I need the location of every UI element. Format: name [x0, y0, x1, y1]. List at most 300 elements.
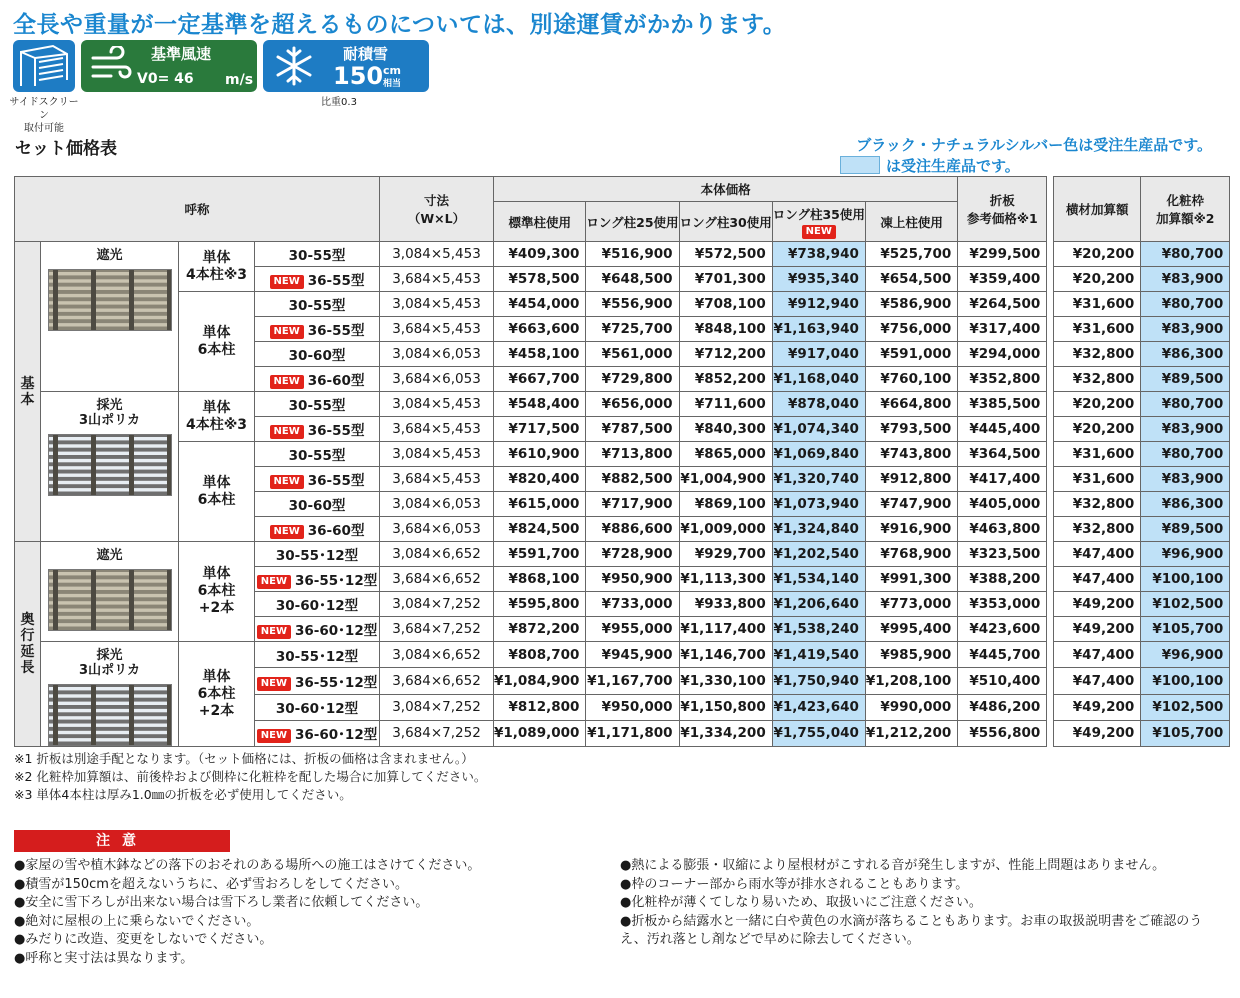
table-row: [15, 392, 1230, 417]
column-gap: [1047, 517, 1054, 542]
price-cell-l25: ¥1,167,700: [586, 668, 679, 694]
price-cell-l25: ¥733,000: [586, 592, 679, 617]
model-name: 30-60型: [288, 348, 346, 364]
column-gap: [1047, 668, 1054, 694]
price-cell-std: ¥615,000: [494, 492, 586, 517]
dims-cell: 3,684×5,453: [380, 417, 494, 442]
model-cell: [255, 567, 380, 592]
model-cell: [255, 668, 380, 694]
caution-item: ●みだりに改造、変更をしないでください。: [14, 932, 273, 948]
model-name: 36-60型: [307, 523, 365, 539]
col-header-dims: 寸法 （W×L）: [380, 177, 494, 242]
price-cell-frozen: ¥991,300: [865, 567, 957, 592]
price-cell-frozen: ¥985,900: [865, 642, 957, 668]
col-header-l30: ロング柱30使用: [679, 202, 772, 242]
snowflake-icon: [273, 45, 315, 87]
dims-cell: 3,684×6,652: [380, 668, 494, 694]
model-name: 36-60･12型: [295, 623, 378, 639]
price-cell-frozen: ¥995,400: [865, 617, 957, 642]
price-cell-frozen: ¥760,100: [865, 367, 957, 392]
price-cell-l35: ¥1,750,940: [772, 668, 865, 694]
price-cell-std: ¥1,084,900: [494, 668, 586, 694]
caution-item: ●化粧枠が薄くてしなり易いため、取扱いにご注意ください。: [620, 895, 982, 911]
price-cell-fold: ¥463,800: [958, 517, 1047, 542]
caution-list-left: [14, 857, 480, 969]
shade-roof-image: [48, 269, 172, 331]
dims-cell: 3,084×6,053: [380, 492, 494, 517]
caution-header: 注意: [14, 830, 230, 852]
price-cell-l35: ¥1,206,640: [772, 592, 865, 617]
price-cell-yoko: ¥32,800: [1054, 367, 1141, 392]
model-cell: [255, 242, 380, 267]
price-cell-fold: ¥556,800: [958, 720, 1047, 746]
column-gap: [1047, 177, 1054, 242]
col-header-fold: 折板 参考価格※1: [958, 177, 1047, 242]
model-cell: [255, 317, 380, 342]
price-cell-l30: ¥865,000: [679, 442, 772, 467]
price-cell-yoko: ¥31,600: [1054, 292, 1141, 317]
price-cell-yoko: ¥31,600: [1054, 317, 1141, 342]
model-name: 36-55型: [307, 323, 365, 339]
new-badge: NEW: [257, 625, 291, 639]
price-cell-std: ¥663,600: [494, 317, 586, 342]
model-name: 30-55･12型: [275, 548, 359, 564]
column-gap: [1047, 267, 1054, 292]
model-name: 30-60型: [288, 498, 346, 514]
price-cell-frozen: ¥1,208,100: [865, 668, 957, 694]
dims-cell: 3,684×5,453: [380, 317, 494, 342]
price-cell-std: ¥812,800: [494, 694, 586, 720]
price-cell-frozen: ¥591,000: [865, 342, 957, 367]
price-cell-std: ¥578,500: [494, 267, 586, 292]
polycarbonate-roof-image: [48, 684, 172, 746]
price-cell-l25: ¥955,000: [586, 617, 679, 642]
new-badge: NEW: [270, 375, 304, 389]
price-cell-l35: ¥878,040: [772, 392, 865, 417]
price-cell-kesho: ¥80,700: [1141, 242, 1230, 267]
price-cell-l25: ¥713,800: [586, 442, 679, 467]
model-name: 36-55型: [307, 423, 365, 439]
new-badge: NEW: [257, 575, 291, 589]
model-name: 36-55型: [307, 473, 365, 489]
price-cell-frozen: ¥1,212,200: [865, 720, 957, 746]
price-cell-kesho: ¥105,700: [1141, 617, 1230, 642]
price-cell-l35: ¥912,940: [772, 292, 865, 317]
price-cell-l30: ¥708,100: [679, 292, 772, 317]
price-cell-kesho: ¥100,100: [1141, 668, 1230, 694]
price-cell-kesho: ¥80,700: [1141, 392, 1230, 417]
column-gap: [1047, 442, 1054, 467]
price-cell-yoko: ¥31,600: [1054, 467, 1141, 492]
price-cell-l30: ¥711,600: [679, 392, 772, 417]
model-cell: [255, 592, 380, 617]
price-cell-kesho: ¥80,700: [1141, 442, 1230, 467]
price-cell-l35: ¥1,755,040: [772, 720, 865, 746]
snow-unit-sub: 相当: [383, 79, 402, 89]
price-cell-kesho: ¥89,500: [1141, 517, 1230, 542]
caution-item: ●枠のコーナー部から雨水等が排水されることもあります。: [620, 876, 969, 892]
price-cell-l25: ¥882,500: [586, 467, 679, 492]
model-name: 36-60･12型: [295, 727, 378, 744]
wind-badge: [81, 40, 257, 92]
price-cell-l30: ¥848,100: [679, 317, 772, 342]
price-cell-l35: ¥1,163,940: [772, 317, 865, 342]
price-cell-l35: ¥1,423,640: [772, 694, 865, 720]
caution-item: ●積雪が150cmを超えないうちに、必ず雪おろしをしてください。: [14, 876, 408, 892]
price-cell-fold: ¥352,800: [958, 367, 1047, 392]
post-config: 単体 6本柱: [179, 292, 255, 392]
snow-title: 耐積雪: [343, 45, 389, 63]
new-badge: NEW: [270, 275, 304, 289]
column-gap: [1047, 392, 1054, 417]
price-cell-yoko: ¥20,200: [1054, 392, 1141, 417]
price-cell-frozen: ¥756,000: [865, 317, 957, 342]
column-gap: [1047, 592, 1054, 617]
model-name: 36-55･12型: [295, 573, 378, 589]
price-cell-l30: ¥1,146,700: [679, 642, 772, 668]
price-cell-std: ¥1,089,000: [494, 720, 586, 746]
price-cell-fold: ¥486,200: [958, 694, 1047, 720]
price-cell-kesho: ¥96,900: [1141, 542, 1230, 567]
price-cell-l35: ¥1,538,240: [772, 617, 865, 642]
price-cell-yoko: ¥47,400: [1054, 567, 1141, 592]
price-cell-std: ¥868,100: [494, 567, 586, 592]
wind-unit: m/s: [225, 72, 254, 88]
price-cell-l30: ¥572,500: [679, 242, 772, 267]
snow-unit: cm: [383, 64, 401, 77]
new-badge: NEW: [270, 475, 304, 489]
caution-item: ●呼称と実寸法は異なります。: [14, 950, 194, 966]
spec-badges: [9, 40, 433, 134]
price-cell-l35: ¥1,074,340: [772, 417, 865, 442]
price-cell-l25: ¥516,900: [586, 242, 679, 267]
price-cell-std: ¥717,500: [494, 417, 586, 442]
model-cell: [255, 467, 380, 492]
price-cell-fold: ¥323,500: [958, 542, 1047, 567]
table-row: [15, 542, 1230, 567]
side-screen-icon: [13, 40, 75, 92]
footnote-2: ※2 化粧枠加算額は、前後枠および側枠に化粧枠を配した場合に加算してください。: [14, 769, 487, 784]
price-cell-l35: ¥1,202,540: [772, 542, 865, 567]
price-cell-frozen: ¥664,800: [865, 392, 957, 417]
column-gap: [1047, 342, 1054, 367]
price-cell-kesho: ¥100,100: [1141, 567, 1230, 592]
price-cell-yoko: ¥49,200: [1054, 617, 1141, 642]
column-gap: [1047, 492, 1054, 517]
price-cell-yoko: ¥32,800: [1054, 517, 1141, 542]
price-cell-fold: ¥317,400: [958, 317, 1047, 342]
price-cell-l25: ¥945,900: [586, 642, 679, 668]
price-cell-yoko: ¥49,200: [1054, 720, 1141, 746]
dims-cell: 3,084×6,652: [380, 642, 494, 668]
price-cell-fold: ¥445,400: [958, 417, 1047, 442]
price-cell-std: ¥872,200: [494, 617, 586, 642]
column-gap: [1047, 720, 1054, 746]
price-cell-l35: ¥1,419,540: [772, 642, 865, 668]
post-config: 単体 6本柱 +2本: [179, 542, 255, 642]
price-cell-std: ¥454,000: [494, 292, 586, 317]
price-cell-frozen: ¥654,500: [865, 267, 957, 292]
table-row: [15, 292, 1230, 317]
roof-type-label: 採光 3山ポリカ: [79, 648, 140, 678]
price-cell-yoko: ¥47,400: [1054, 542, 1141, 567]
price-cell-yoko: ¥31,600: [1054, 442, 1141, 467]
price-cell-yoko: ¥47,400: [1054, 668, 1141, 694]
price-cell-l30: ¥1,334,200: [679, 720, 772, 746]
column-gap: [1047, 542, 1054, 567]
price-cell-l30: ¥1,113,300: [679, 567, 772, 592]
section-title: セット価格表: [15, 139, 117, 159]
dims-cell: 3,084×6,053: [380, 342, 494, 367]
price-cell-yoko: ¥20,200: [1054, 417, 1141, 442]
price-cell-std: ¥667,700: [494, 367, 586, 392]
caution-item: ●折板から結露水と一緒に白や黄色の水滴が落ちることもあります。お車の取扱説明書をご確認のうえ、汚れ落とし剤などで早めに除去してください。: [620, 913, 1203, 948]
price-cell-l25: ¥556,900: [586, 292, 679, 317]
column-gap: [1047, 417, 1054, 442]
model-name: 36-55型: [307, 273, 365, 289]
dims-cell: 3,084×5,453: [380, 292, 494, 317]
model-cell: [255, 694, 380, 720]
snow-badge: [263, 40, 429, 92]
price-cell-kesho: ¥83,900: [1141, 417, 1230, 442]
price-cell-l30: ¥869,100: [679, 492, 772, 517]
price-cell-frozen: ¥747,900: [865, 492, 957, 517]
price-cell-l25: ¥950,900: [586, 567, 679, 592]
col-header-std: 標準柱使用: [494, 202, 586, 242]
roof-type: [41, 392, 179, 542]
price-cell-l25: ¥648,500: [586, 267, 679, 292]
price-cell-kesho: ¥105,700: [1141, 720, 1230, 746]
price-cell-kesho: ¥80,700: [1141, 292, 1230, 317]
price-cell-l25: ¥656,000: [586, 392, 679, 417]
price-cell-l25: ¥950,000: [586, 694, 679, 720]
price-cell-fold: ¥405,000: [958, 492, 1047, 517]
model-cell: [255, 392, 380, 417]
polycarbonate-roof-image: [48, 434, 172, 496]
post-config: 単体 4本柱※3: [179, 392, 255, 442]
group-label: 奥 行 延 長: [15, 542, 41, 747]
col-header-name: 呼称: [15, 177, 380, 242]
dims-cell: 3,684×5,453: [380, 267, 494, 292]
table-row: [15, 642, 1230, 668]
caution-item: ●安全に雪下ろしが出来ない場合は雪下ろし業者に依頼してください。: [14, 895, 429, 911]
wind-icon: [89, 46, 133, 86]
model-cell: [255, 617, 380, 642]
side-screen-badge: [13, 40, 75, 92]
price-cell-frozen: ¥990,000: [865, 694, 957, 720]
column-gap: [1047, 642, 1054, 668]
price-cell-fold: ¥417,400: [958, 467, 1047, 492]
new-badge: NEW: [802, 225, 836, 239]
model-name: 30-60･12型: [275, 598, 359, 614]
footnote-3: ※3 単体4本柱は厚み1.0㎜の折板を必ず使用してください。: [14, 787, 352, 802]
price-cell-l25: ¥787,500: [586, 417, 679, 442]
model-cell: [255, 367, 380, 392]
price-cell-kesho: ¥86,300: [1141, 342, 1230, 367]
price-cell-yoko: ¥49,200: [1054, 592, 1141, 617]
price-cell-frozen: ¥916,900: [865, 517, 957, 542]
price-cell-yoko: ¥20,200: [1054, 267, 1141, 292]
model-cell: [255, 720, 380, 746]
price-cell-std: ¥409,300: [494, 242, 586, 267]
roof-type-label: 遮光: [96, 248, 123, 263]
price-cell-std: ¥548,400: [494, 392, 586, 417]
model-cell: [255, 267, 380, 292]
price-cell-yoko: ¥32,800: [1054, 492, 1141, 517]
snow-value: 150: [333, 62, 384, 90]
post-config: 単体 6本柱 +2本: [179, 642, 255, 747]
price-cell-frozen: ¥773,000: [865, 592, 957, 617]
model-name: 30-55型: [288, 248, 346, 264]
price-table-body: [15, 242, 1230, 747]
price-cell-yoko: ¥49,200: [1054, 694, 1141, 720]
price-cell-std: ¥820,400: [494, 467, 586, 492]
price-cell-frozen: ¥586,900: [865, 292, 957, 317]
dims-cell: 3,084×5,453: [380, 242, 494, 267]
column-gap: [1047, 292, 1054, 317]
price-cell-l30: ¥1,004,900: [679, 467, 772, 492]
model-cell: [255, 492, 380, 517]
col-header-l35: ロング柱35使用 NEW: [772, 202, 865, 242]
price-cell-l35: ¥1,534,140: [772, 567, 865, 592]
price-cell-fold: ¥264,500: [958, 292, 1047, 317]
price-cell-l25: ¥717,900: [586, 492, 679, 517]
price-cell-kesho: ¥96,900: [1141, 642, 1230, 668]
snow-caption: 比重0.3: [321, 97, 357, 108]
model-name: 30-55型: [288, 398, 346, 414]
price-cell-l30: ¥840,300: [679, 417, 772, 442]
price-cell-kesho: ¥83,900: [1141, 467, 1230, 492]
model-name: 30-55･12型: [275, 648, 359, 665]
model-cell: [255, 342, 380, 367]
table-row: [15, 242, 1230, 267]
price-cell-fold: ¥359,400: [958, 267, 1047, 292]
price-cell-l35: ¥738,940: [772, 242, 865, 267]
column-gap: [1047, 467, 1054, 492]
price-cell-l30: ¥1,009,000: [679, 517, 772, 542]
highlight-legend: は受注生産品です。: [840, 155, 1020, 176]
price-cell-l35: ¥935,340: [772, 267, 865, 292]
dims-cell: 3,684×6,053: [380, 367, 494, 392]
column-gap: [1047, 617, 1054, 642]
price-cell-kesho: ¥86,300: [1141, 492, 1230, 517]
model-name: 36-55･12型: [295, 674, 378, 691]
price-cell-l25: ¥728,900: [586, 542, 679, 567]
caution-list-right: [620, 857, 1226, 950]
price-cell-std: ¥458,100: [494, 342, 586, 367]
column-gap: [1047, 567, 1054, 592]
price-cell-l30: ¥1,117,400: [679, 617, 772, 642]
new-badge: NEW: [257, 677, 291, 691]
price-cell-kesho: ¥89,500: [1141, 367, 1230, 392]
price-cell-std: ¥808,700: [494, 642, 586, 668]
wind-value-prefix: V0= 46: [137, 71, 194, 87]
model-cell: [255, 642, 380, 668]
price-cell-kesho: ¥102,500: [1141, 592, 1230, 617]
price-cell-l30: ¥1,150,800: [679, 694, 772, 720]
price-cell-fold: ¥385,500: [958, 392, 1047, 417]
price-cell-l30: ¥1,330,100: [679, 668, 772, 694]
roof-type-label: 遮光: [96, 548, 123, 563]
headline: 全長や重量が一定基準を超えるものについては、別途運賃がかかります。: [13, 12, 787, 38]
model-cell: [255, 442, 380, 467]
group-label: 基 本: [15, 242, 41, 542]
color-note: ブラック・ナチュラルシルバー色は受注生産品です。: [856, 136, 1212, 154]
price-cell-l35: ¥1,324,840: [772, 517, 865, 542]
price-cell-l30: ¥929,700: [679, 542, 772, 567]
price-cell-fold: ¥445,700: [958, 642, 1047, 668]
dims-cell: 3,084×7,252: [380, 694, 494, 720]
roof-type: [41, 542, 179, 642]
model-cell: [255, 542, 380, 567]
table-row: [15, 442, 1230, 467]
price-cell-l25: ¥729,800: [586, 367, 679, 392]
side-screen-caption: サイドスクリーン 取付可能: [9, 97, 79, 134]
new-badge: NEW: [270, 425, 304, 439]
price-cell-fold: ¥510,400: [958, 668, 1047, 694]
caution-item: ●絶対に屋根の上に乗らないでください。: [14, 913, 260, 929]
price-cell-l35: ¥1,069,840: [772, 442, 865, 467]
roof-type: [41, 242, 179, 392]
footnotes: [14, 750, 486, 804]
price-cell-kesho: ¥83,900: [1141, 317, 1230, 342]
model-cell: [255, 292, 380, 317]
price-cell-std: ¥824,500: [494, 517, 586, 542]
price-cell-l30: ¥852,200: [679, 367, 772, 392]
post-config: 単体 6本柱: [179, 442, 255, 542]
price-cell-fold: ¥364,500: [958, 442, 1047, 467]
caution-item: ●熱による膨張・収縮により屋根材がこすれる音が発生しますが、性能上問題はありません。: [620, 858, 1166, 873]
column-gap: [1047, 242, 1054, 267]
price-cell-l25: ¥886,600: [586, 517, 679, 542]
price-cell-frozen: ¥743,800: [865, 442, 957, 467]
new-badge: NEW: [257, 729, 291, 743]
price-cell-fold: ¥294,000: [958, 342, 1047, 367]
price-cell-std: ¥595,800: [494, 592, 586, 617]
shade-roof-image: [48, 569, 172, 631]
col-header-body-price: 本体価格: [494, 177, 958, 202]
price-cell-l35: ¥1,320,740: [772, 467, 865, 492]
model-cell: [255, 417, 380, 442]
price-cell-fold: ¥353,000: [958, 592, 1047, 617]
price-cell-fold: ¥388,200: [958, 567, 1047, 592]
price-cell-yoko: ¥47,400: [1054, 642, 1141, 668]
highlight-swatch: [840, 156, 880, 174]
price-cell-std: ¥591,700: [494, 542, 586, 567]
price-cell-frozen: ¥793,500: [865, 417, 957, 442]
price-cell-std: ¥610,900: [494, 442, 586, 467]
price-cell-frozen: ¥525,700: [865, 242, 957, 267]
price-cell-l30: ¥712,200: [679, 342, 772, 367]
post-config: 単体 4本柱※3: [179, 242, 255, 292]
price-cell-yoko: ¥20,200: [1054, 242, 1141, 267]
footnote-1: ※1 折板は別途手配となります。（セット価格には、折板の価格は含まれません。）: [14, 751, 474, 766]
price-cell-fold: ¥423,600: [958, 617, 1047, 642]
model-name: 30-60･12型: [275, 701, 359, 718]
price-cell-l25: ¥725,700: [586, 317, 679, 342]
roof-type: [41, 642, 179, 747]
price-cell-kesho: ¥83,900: [1141, 267, 1230, 292]
col-header-frozen: 凍上柱使用: [865, 202, 957, 242]
col-header-kesho: 化粧枠 加算額※2: [1141, 177, 1230, 242]
price-cell-l25: ¥561,000: [586, 342, 679, 367]
price-cell-fold: ¥299,500: [958, 242, 1047, 267]
dims-cell: 3,684×7,252: [380, 617, 494, 642]
price-cell-l35: ¥917,040: [772, 342, 865, 367]
new-badge: NEW: [270, 525, 304, 539]
price-cell-yoko: ¥32,800: [1054, 342, 1141, 367]
price-cell-frozen: ¥912,800: [865, 467, 957, 492]
